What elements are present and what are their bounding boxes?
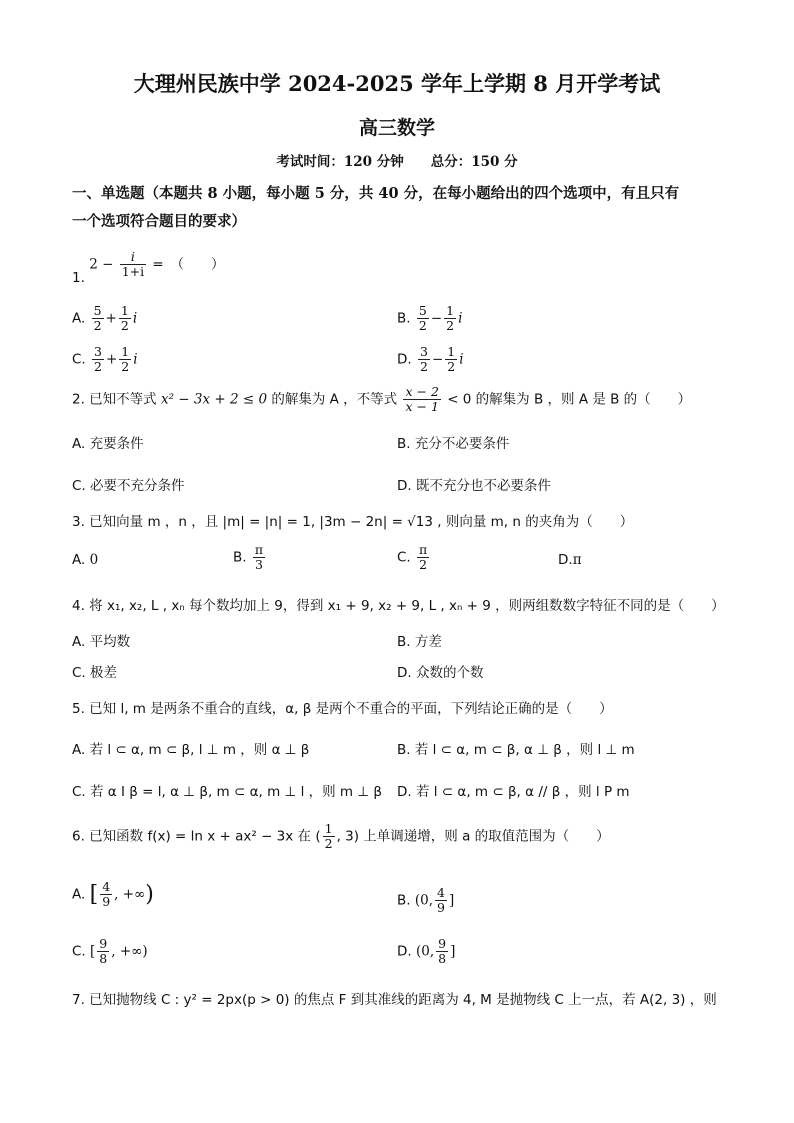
- frac-num: 1: [121, 344, 130, 359]
- option-letter: D.: [397, 351, 412, 368]
- operator: −: [431, 351, 444, 368]
- frac-den: 3: [254, 556, 263, 572]
- q4-option-d: D. 众数的个数: [397, 665, 484, 681]
- q2-option-d: D. 既不充分也不必要条件: [397, 478, 551, 494]
- q3-option-c: [397, 543, 431, 572]
- q2-part2: 的解集为 A ，不等式: [267, 391, 402, 408]
- bracket-open: [: [90, 943, 96, 960]
- interval-tail: , +∞): [111, 943, 148, 960]
- option-letter: C.: [397, 549, 411, 566]
- frac-den: 8: [99, 950, 108, 966]
- q6-frac-num: 1: [324, 821, 333, 836]
- question-2: [72, 385, 691, 414]
- exam-title: 大理州民族中学 2024-2025 学年上学期 8 月开学考试: [133, 71, 661, 96]
- exam-subtitle: 高三数学: [358, 117, 435, 139]
- frac-num: 3: [94, 344, 102, 359]
- option-letter: B.: [233, 549, 247, 566]
- frac-den: 2: [93, 317, 102, 333]
- q1-option-b: [397, 304, 462, 333]
- option-letter: C.: [72, 351, 86, 368]
- q1-option-a: [72, 304, 137, 333]
- frac-num: 9: [438, 936, 447, 951]
- imag-unit: i: [458, 310, 463, 327]
- q2-frac-num: x − 2: [405, 384, 439, 399]
- frac-num: 1: [447, 344, 456, 359]
- option-letter: D.: [558, 552, 573, 568]
- frac-num: π: [254, 542, 264, 557]
- q5-option-b: B. 若 l ⊂ α, m ⊂ β, α ⊥ β ，则 l ⊥ m: [397, 742, 635, 758]
- q4-option-c: C. 极差: [72, 665, 118, 681]
- option-letter: B.: [397, 310, 411, 327]
- q1-lead: 2 −: [89, 256, 114, 273]
- q1-fraction: [120, 250, 146, 279]
- q1-tail: = （ ）: [152, 256, 225, 273]
- bracket-open: [: [89, 881, 99, 907]
- q2-option-b: B. 充分不必要条件: [397, 436, 510, 452]
- q6-option-c: [72, 937, 148, 966]
- bracket-close: ): [145, 881, 154, 907]
- option-value: 0: [89, 552, 99, 568]
- q2-frac-den: x − 1: [405, 398, 439, 414]
- option-letter: A.: [72, 310, 86, 327]
- question-7: 7. 已知抛物线 C : y² = 2px(p > 0) 的焦点 F 到其准线的距离为 4, M 是抛物线 C 上一点，若 A(2, 3) ，则: [72, 992, 717, 1008]
- q1-frac-den: 1+i: [121, 263, 145, 279]
- option-letter: C.: [72, 943, 86, 960]
- q2-option-a: A. 充要条件: [72, 436, 144, 452]
- frac-den: 9: [437, 899, 445, 915]
- frac-num: 5: [93, 303, 102, 318]
- frac-den: 2: [447, 358, 456, 374]
- frac-num: 4: [437, 885, 445, 900]
- frac-num: 1: [446, 303, 455, 318]
- frac-num: 3: [419, 344, 428, 359]
- q2-part1: 2. 已知不等式: [72, 391, 161, 408]
- imag-unit: i: [459, 351, 464, 368]
- frac-num: 9: [99, 936, 108, 951]
- section-heading: [72, 180, 679, 236]
- frac-num: π: [419, 542, 428, 557]
- frac-den: 8: [438, 950, 447, 966]
- operator: +: [105, 310, 117, 327]
- option-letter: B.: [397, 892, 411, 909]
- bracket-close: ]: [450, 943, 456, 960]
- exam-meta: 考试时间：120 分钟 总分：150 分: [276, 154, 518, 170]
- frac-den: 2: [446, 317, 455, 333]
- q5-option-a: A. 若 l ⊂ α, m ⊂ β, l ⊥ m ，则 α ⊥ β: [72, 742, 310, 758]
- question-4: 4. 将 x₁, x₂, L , xₙ 每个数均加上 9，得到 x₁ + 9, x₂ + 9, L , xₙ + 9 ，则两组数数字特征不同的是（ ）: [72, 598, 725, 614]
- q1-frac-num: i: [120, 250, 146, 265]
- question-1: [72, 249, 225, 287]
- q6-part1: 6. 已知函数 f(x) = ln x + ax² − 3x 在 (: [72, 828, 321, 845]
- frac-den: 2: [120, 317, 129, 333]
- option-letter: D.: [397, 943, 412, 960]
- q6-frac-den: 2: [324, 835, 333, 851]
- bracket-close: ]: [448, 892, 455, 909]
- frac-den: 9: [102, 893, 111, 909]
- question-number: 1.: [72, 270, 85, 287]
- frac-den: 2: [419, 556, 428, 572]
- q5-option-d: D. 若 l ⊂ α, m ⊂ β, α // β ，则 l P m: [397, 784, 630, 800]
- q6-option-d: [397, 937, 455, 966]
- option-letter: A.: [72, 886, 86, 903]
- option-value: π: [572, 552, 582, 568]
- operator: +: [105, 351, 118, 368]
- q5-option-c: C. 若 α I β = l, α ⊥ β, m ⊂ α, m ⊥ l ，则 m ⊥ β: [72, 784, 383, 800]
- imag-unit: i: [133, 351, 138, 368]
- frac-den: 2: [121, 358, 130, 374]
- section-heading-line1: 一、单选题（本题共 8 小题，每小题 5 分，共 40 分，在每小题给出的四个选项中，有且只有: [72, 185, 680, 202]
- frac-num: 4: [102, 879, 111, 894]
- question-6: [72, 822, 610, 851]
- q3-option-b: [233, 543, 267, 572]
- question-5: 5. 已知 l, m 是两条不重合的直线，α, β 是两个不重合的平面，下列结论正确的是（ ）: [72, 701, 613, 717]
- question-3: 3. 已知向量 m ，n ，且 |m| = |n| = 1, |3m − 2n| = √13 , 则向量 m, n 的夹角为（ ）: [72, 514, 634, 530]
- bracket-open: (0,: [414, 892, 434, 909]
- operator: −: [430, 310, 443, 327]
- section-heading-line2: 一个选项符合题目的要求）: [72, 213, 246, 230]
- q2-inequality: x² − 3x + 2 ≤ 0: [160, 391, 268, 408]
- q2-option-c: C. 必要不充分条件: [72, 478, 185, 494]
- option-letter: A.: [72, 552, 86, 568]
- q1-option-d: [397, 345, 464, 374]
- q3-option-a: [72, 552, 98, 568]
- frac-num: 1: [120, 303, 129, 318]
- frac-den: 2: [94, 358, 102, 374]
- q3-option-d: [558, 552, 582, 568]
- q6-option-b: [397, 886, 454, 915]
- interval-tail: , +∞: [114, 886, 146, 903]
- frac-num: 5: [418, 303, 427, 318]
- frac-den: 2: [419, 358, 428, 374]
- q1-option-c: [72, 345, 138, 374]
- q6-option-a: [72, 880, 154, 909]
- imag-unit: i: [132, 310, 138, 327]
- bracket-open: (0,: [415, 943, 435, 960]
- frac-den: 2: [418, 317, 427, 333]
- q4-option-b: B. 方差: [397, 634, 442, 650]
- q4-option-a: A. 平均数: [72, 634, 131, 650]
- q2-part3: < 0 的解集为 B ，则 A 是 B 的（ ）: [442, 391, 692, 408]
- q6-part2: , 3) 上单调递增，则 a 的取值范围为（ ）: [336, 828, 610, 845]
